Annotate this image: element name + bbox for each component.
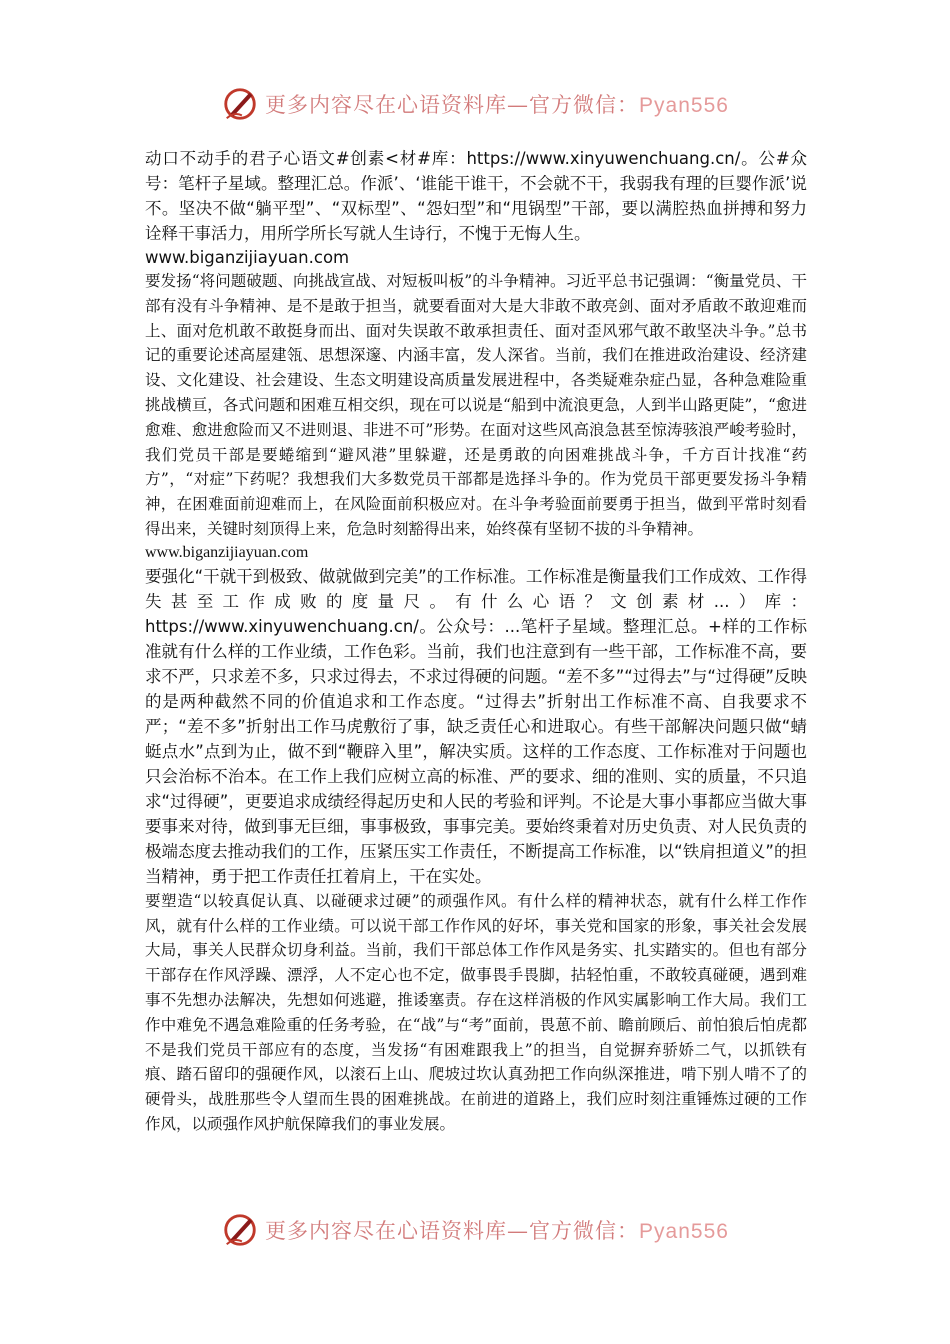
paragraph-intro: 动口不动手的君子心语文#创素<材#库：https://www.xinyuwenchuang.cn/。公#众号：笔杆子星域。整理汇总。作派’、‘谁能干谁干，不会就不干，我弱我有理的巨婴作派’说不。坚决不做“躺平型”、“双标型”、“怨妇型”和“甩锅型”干部，要以满腔热血拼搏和努力诠释干事活力，用所学所长写就人生诗行，不愧于无悔人生。	[145, 149, 807, 243]
pen-logo-icon	[221, 1211, 259, 1249]
paragraph-work-standard: 要强化“干就干到极致、做就做到完美”的工作标准。工作标准是衡量我们工作成效、工作得失甚至工作成败的度量尺。有什么心语？文创素材...）库：https://www.xinyuwenchuang.cn/。公众号：...笔杆子星域。整理汇总。+样的工作标准就有什么样的工作业绩，工作色彩。当前，我们也注意到有一些干部，工作标准不高，要求不严，只求差不多，只求过得去，不求过得硬的问题。“差不多”“过得去”与“过得硬”反映的是两种截然不同的价值追求和工作态度。“过得去”折射出工作标准不高、自我要求不严；“差不多”折射出工作马虎敷衍了事，缺乏责任心和进取心。有些干部解决问题只做“蜻蜓点水”点到为止，做不到“鞭辟入里”，解决实质。这样的工作态度、工作标准对于问题也只会治标不治本。在工作上我们应树立高的标准、严的要求、细的准则、实的质量，不只追求“过得硬”，更要追求成绩经得起历史和人民的考验和评判。不论是大事小事都应当做大事要事来对待，做到事无巨细，事事极致，事事完美。要始终秉着对历史负责、对人民负责的极端态度去推动我们的工作，压紧压实工作责任，不断提高工作标准，以“铁肩担道义”的担当精神，勇于把工作责任扛着肩上，干在实处。	[145, 566, 807, 886]
banner-text: 更多内容尽在心语资料库—官方微信：Pyan556	[265, 1219, 729, 1243]
banner-wechat-id: Pyan556	[639, 94, 729, 117]
article-body	[145, 146, 807, 1137]
pen-logo-icon	[221, 85, 259, 123]
header-banner	[0, 82, 950, 126]
paragraph-work-style: 要塑造“以较真促认真、以碰硬求过硬”的顽强作风。有什么样的精神状态，就有什么样工作作风，就有什么样的工作业绩。可以说干部工作作风的好坏，事关党和国家的形象，事关社会发展大局，事关人民群众切身利益。当前，我们干部总体工作作风是务实、扎实踏实的。但也有部分干部存在作风浮躁、漂浮，人不定心也不定，做事畏手畏脚，拈轻怕重，不敢较真碰硬，遇到难事不先想办法解决，先想如何逃避，推诿塞责。存在这样消极的作风实属影响工作大局。我们工作中难免不遇急难险重的任务考验，在“战”与“考”面前，畏葸不前、瞻前顾后、前怕狼后怕虎都不是我们党员干部应有的态度，当发扬“有困难跟我上”的担当，自觉摒弃骄娇二气，以抓铁有痕、踏石留印的强硬作风，以滚石上山、爬坡过坎认真劲把工作向纵深推进，啃下别人啃不了的硬骨头，战胜那些令人望而生畏的困难挑战。在前进的道路上，我们应时刻注重锤炼过硬的工作作风，以顽强作风护航保障我们的事业发展。	[145, 891, 807, 1133]
website-link[interactable]: www.biganzijiayuan.com	[145, 543, 309, 561]
website-link[interactable]: www.biganzijiayuan.com	[145, 248, 350, 267]
banner-wechat-id: Pyan556	[639, 1220, 729, 1243]
footer-banner	[0, 1208, 950, 1252]
banner-text: 更多内容尽在心语资料库—官方微信：Pyan556	[265, 93, 729, 117]
paragraph-struggle-spirit: 要发扬“将问题破题、向挑战宣战、对短板叫板”的斗争精神。习近平总书记强调：“衡量党员、干部有没有斗争精神、是不是敢于担当，就要看面对大是大非敢不敢亮剑、面对矛盾敢不敢迎难而上、面对危机敢不敢挺身而出、面对失误敢不敢承担责任、面对歪风邪气敢不敢坚决斗争。”总书记的重要论述高屋建瓴、思想深邃、内涵丰富，发人深省。当前，我们在推进政治建设、经济建设、文化建设、社会建设、生态文明建设高质量发展进程中，各类疑难杂症凸显，各种急难险重挑战横亘，各式问题和困难互相交织，现在可以说是“船到中流浪更急，人到半山路更陡”，“愈进愈难、愈进愈险而又不进则退、非进不可”形势。在面对这些风高浪急甚至惊涛骇浪严峻考验时，我们党员干部是要蜷缩到“避风港”里躲避，还是勇敢的向困难挑战斗争，千方百计找准“药方”，“对症”下药呢？我想我们大多数党员干部都是选择斗争的。作为党员干部更要发扬斗争精神，在困难面前迎难而上，在风险面前积极应对。在斗争考验面前要勇于担当，做到平常时刻看得出来，关键时刻顶得上来，危急时刻豁得出来，始终葆有坚韧不拔的斗争精神。	[145, 272, 807, 538]
